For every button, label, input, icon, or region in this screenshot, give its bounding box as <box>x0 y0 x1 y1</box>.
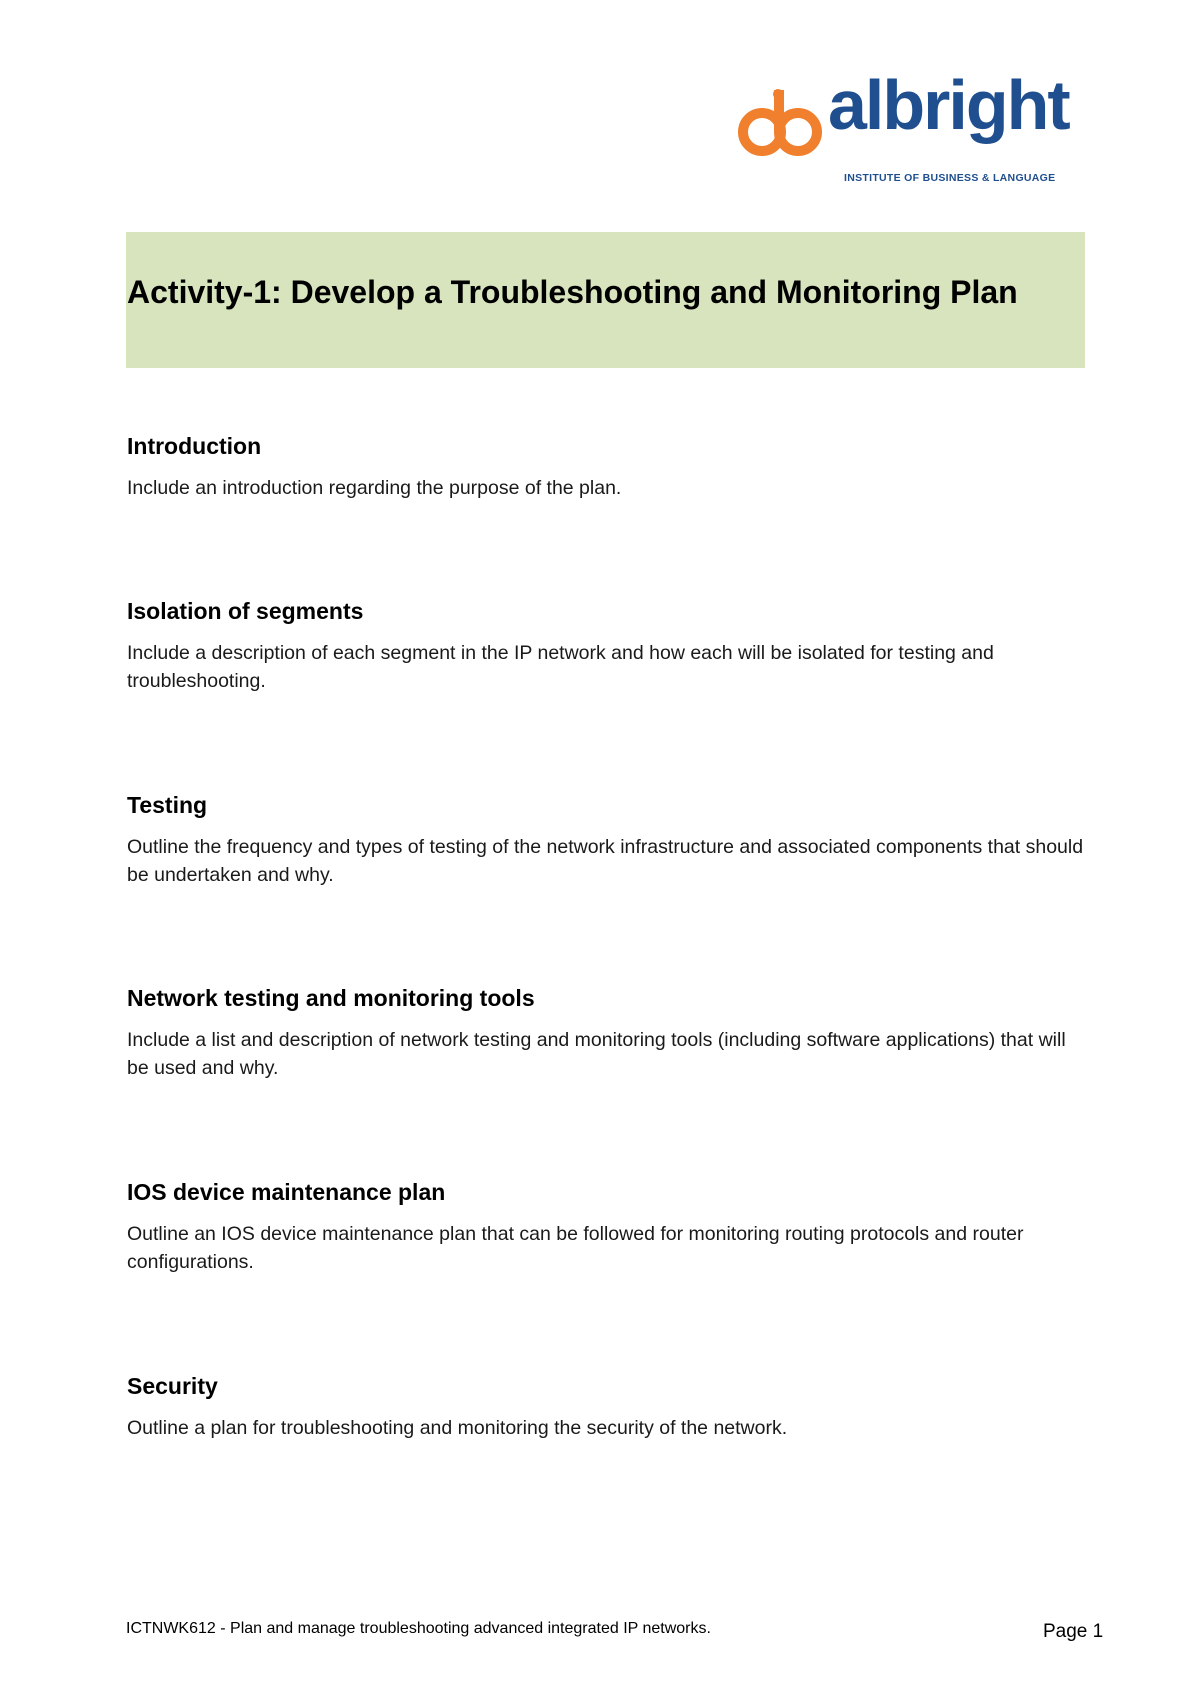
page-title: Activity-1: Develop a Troubleshooting and Monitoring Plan <box>127 274 1018 310</box>
section-introduction <box>127 432 1087 502</box>
section-ios-device-maintenance <box>127 1178 1087 1276</box>
section-heading: Security <box>127 1373 218 1399</box>
section-heading: Testing <box>127 792 208 818</box>
section-body: Include a description of each segment in the IP network and how each will be isolated for testing and troubleshooting. <box>127 642 994 692</box>
section-security <box>127 1372 1087 1442</box>
section-body: Include a list and description of network testing and monitoring tools (including software applications) that will be used and why. <box>127 1029 1066 1079</box>
section-body: Outline a plan for troubleshooting and monitoring the security of the network. <box>127 1417 788 1439</box>
section-testing <box>127 791 1087 889</box>
albright-logo <box>738 66 1070 186</box>
section-body: Outline the frequency and types of testing of the network infrastructure and associated components that should be undertaken and why. <box>127 836 1084 886</box>
logo-wordmark: albright <box>828 66 1069 144</box>
footer-course-text: ICTNWK612 - Plan and manage troubleshooting advanced integrated IP networks. <box>126 1620 711 1637</box>
albright-ab-logo-icon <box>738 88 824 160</box>
section-body: Outline an IOS device maintenance plan that can be followed for monitoring routing protocols and router configurations. <box>127 1223 1024 1273</box>
section-heading: Introduction <box>127 433 262 459</box>
section-heading: Network testing and monitoring tools <box>127 985 535 1011</box>
page-number: Page 1 <box>1043 1621 1104 1642</box>
section-network-testing-tools <box>127 984 1087 1082</box>
title-band <box>126 232 1085 368</box>
section-heading: IOS device maintenance plan <box>127 1179 446 1205</box>
logo-tagline: INSTITUTE OF BUSINESS & LANGUAGE <box>844 172 1056 184</box>
section-body: Include an introduction regarding the purpose of the plan. <box>127 477 622 499</box>
section-heading: Isolation of segments <box>127 598 364 624</box>
section-isolation-of-segments <box>127 597 1087 695</box>
